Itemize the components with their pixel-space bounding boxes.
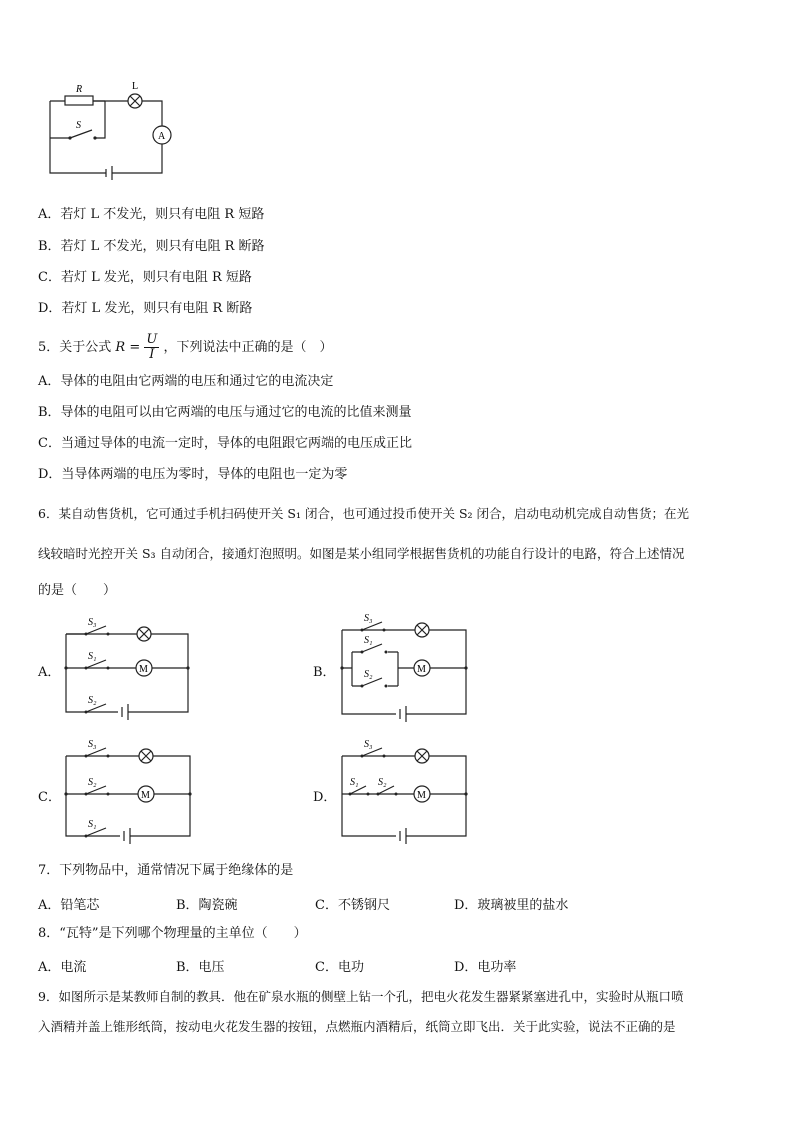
q6-a-s3-label: S₃ — [88, 617, 97, 628]
q5-option-a: A．导体的电阻由它两端的电压和通过它的电流决定 — [38, 374, 334, 389]
q6-stem-line3: 的是（ ） — [38, 583, 117, 598]
q5-stem — [38, 330, 333, 366]
q7-stem: 7．下列物品中，通常情况下属于绝缘体的是 — [38, 863, 294, 878]
q6-option-b-label: B． — [313, 665, 336, 680]
q6-circuit-c — [60, 738, 200, 838]
q8-stem: 8．“瓦特”是下列哪个物理量的主单位（ ） — [38, 926, 307, 941]
q4-circuit-diagram — [40, 78, 240, 188]
q6-c-motor-label: M — [141, 790, 150, 801]
q5-stem-before: 5．关于公式 — [38, 340, 112, 355]
q4-option-a: A．若灯 L 不发光，则只有电阻 R 短路 — [38, 207, 265, 222]
q4-option-c: C．若灯 L 发光，则只有电阻 R 短路 — [38, 270, 252, 285]
q6-a-s2-label: S₂ — [88, 695, 97, 706]
q7-option-a: A．铅笔芯 — [38, 898, 100, 913]
ammeter-label: A — [158, 131, 166, 142]
q6-option-a-label: A． — [38, 665, 61, 680]
q6-circuit-a — [60, 614, 200, 714]
q5-option-d: D．当导体两端的电压为零时，导体的电阻也一定为零 — [38, 467, 348, 482]
q7-option-b: B．陶瓷碗 — [176, 898, 238, 913]
q8-option-d: D．电功率 — [454, 960, 517, 975]
q5-formula-denominator: I — [149, 347, 155, 362]
q6-d-s1-label: S₁ — [350, 777, 359, 788]
resistor-r — [65, 96, 93, 105]
q7-option-d: D．玻璃被里的盐水 — [454, 898, 569, 913]
q5-option-c: C．当通过导体的电流一定时，导体的电阻跟它两端的电压成正比 — [38, 436, 412, 451]
q5-formula-lhs: R = — [115, 340, 141, 355]
q6-b-motor-label: M — [417, 664, 426, 675]
q8-option-b: B．电压 — [176, 960, 225, 975]
q6-a-s1-label: S₁ — [88, 651, 97, 662]
q6-d-motor-label: M — [417, 790, 426, 801]
q6-stem-line1: 6．某自动售货机，它可通过手机扫码使开关 S₁ 闭合，也可通过投币使开关 S₂ 闭合，启动电动机完成自动售货；在光 — [38, 506, 689, 521]
q8-option-a: A．电流 — [38, 960, 87, 975]
q6-option-c-label: C． — [38, 790, 61, 805]
lamp-label: L — [132, 81, 139, 92]
q6-d-s2-label: S₂ — [378, 777, 387, 788]
q5-formula-fraction — [144, 333, 159, 362]
q6-b-s3-label: S₃ — [364, 613, 373, 624]
q6-c-s1-label: S₁ — [88, 819, 97, 830]
q7-option-c: C．不锈钢尺 — [315, 898, 390, 913]
q6-b-s2-label: S₂ — [364, 669, 373, 680]
q6-c-s3-label: S₃ — [88, 739, 97, 750]
q4-option-d: D．若灯 L 发光，则只有电阻 R 断路 — [38, 301, 253, 316]
q6-circuit-b — [336, 612, 476, 722]
q9-stem-line2: 入酒精并盖上锥形纸筒，按动电火花发生器的按钮，点燃瓶内酒精后，纸筒立即飞出．关于此实验，说法不正确的是 — [38, 1019, 676, 1034]
q5-stem-after: ，下列说法中正确的是（ ） — [163, 340, 333, 355]
q5-option-b: B．导体的电阻可以由它两端的电压与通过它的电流的比值来测量 — [38, 405, 412, 420]
q6-c-s2-label: S₂ — [88, 777, 97, 788]
q6-b-s1-label: S₁ — [364, 635, 373, 646]
q6-stem-line2: 线较暗时光控开关 S₃ 自动闭合，接通灯泡照明。如图是某小组同学根据售货机的功能自行设计的电路，符合上述情况 — [38, 546, 685, 561]
q6-a-motor-label: M — [139, 664, 148, 675]
q6-circuit-d — [336, 738, 476, 838]
q6-option-d-label: D． — [313, 790, 337, 805]
q5-formula-numerator: U — [146, 332, 158, 347]
switch-label: S — [76, 120, 81, 131]
q4-option-b: B．若灯 L 不发光，则只有电阻 R 断路 — [38, 239, 265, 254]
q8-option-c: C．电功 — [315, 960, 364, 975]
q9-stem-line1: 9．如图所示是某教师自制的教具．他在矿泉水瓶的侧壁上钻一个孔，把电火花发生器紧紧塞进孔中，实验时从瓶口喷 — [38, 989, 684, 1004]
q6-d-s3-label: S₃ — [364, 739, 373, 750]
resistor-label: R — [76, 84, 83, 95]
